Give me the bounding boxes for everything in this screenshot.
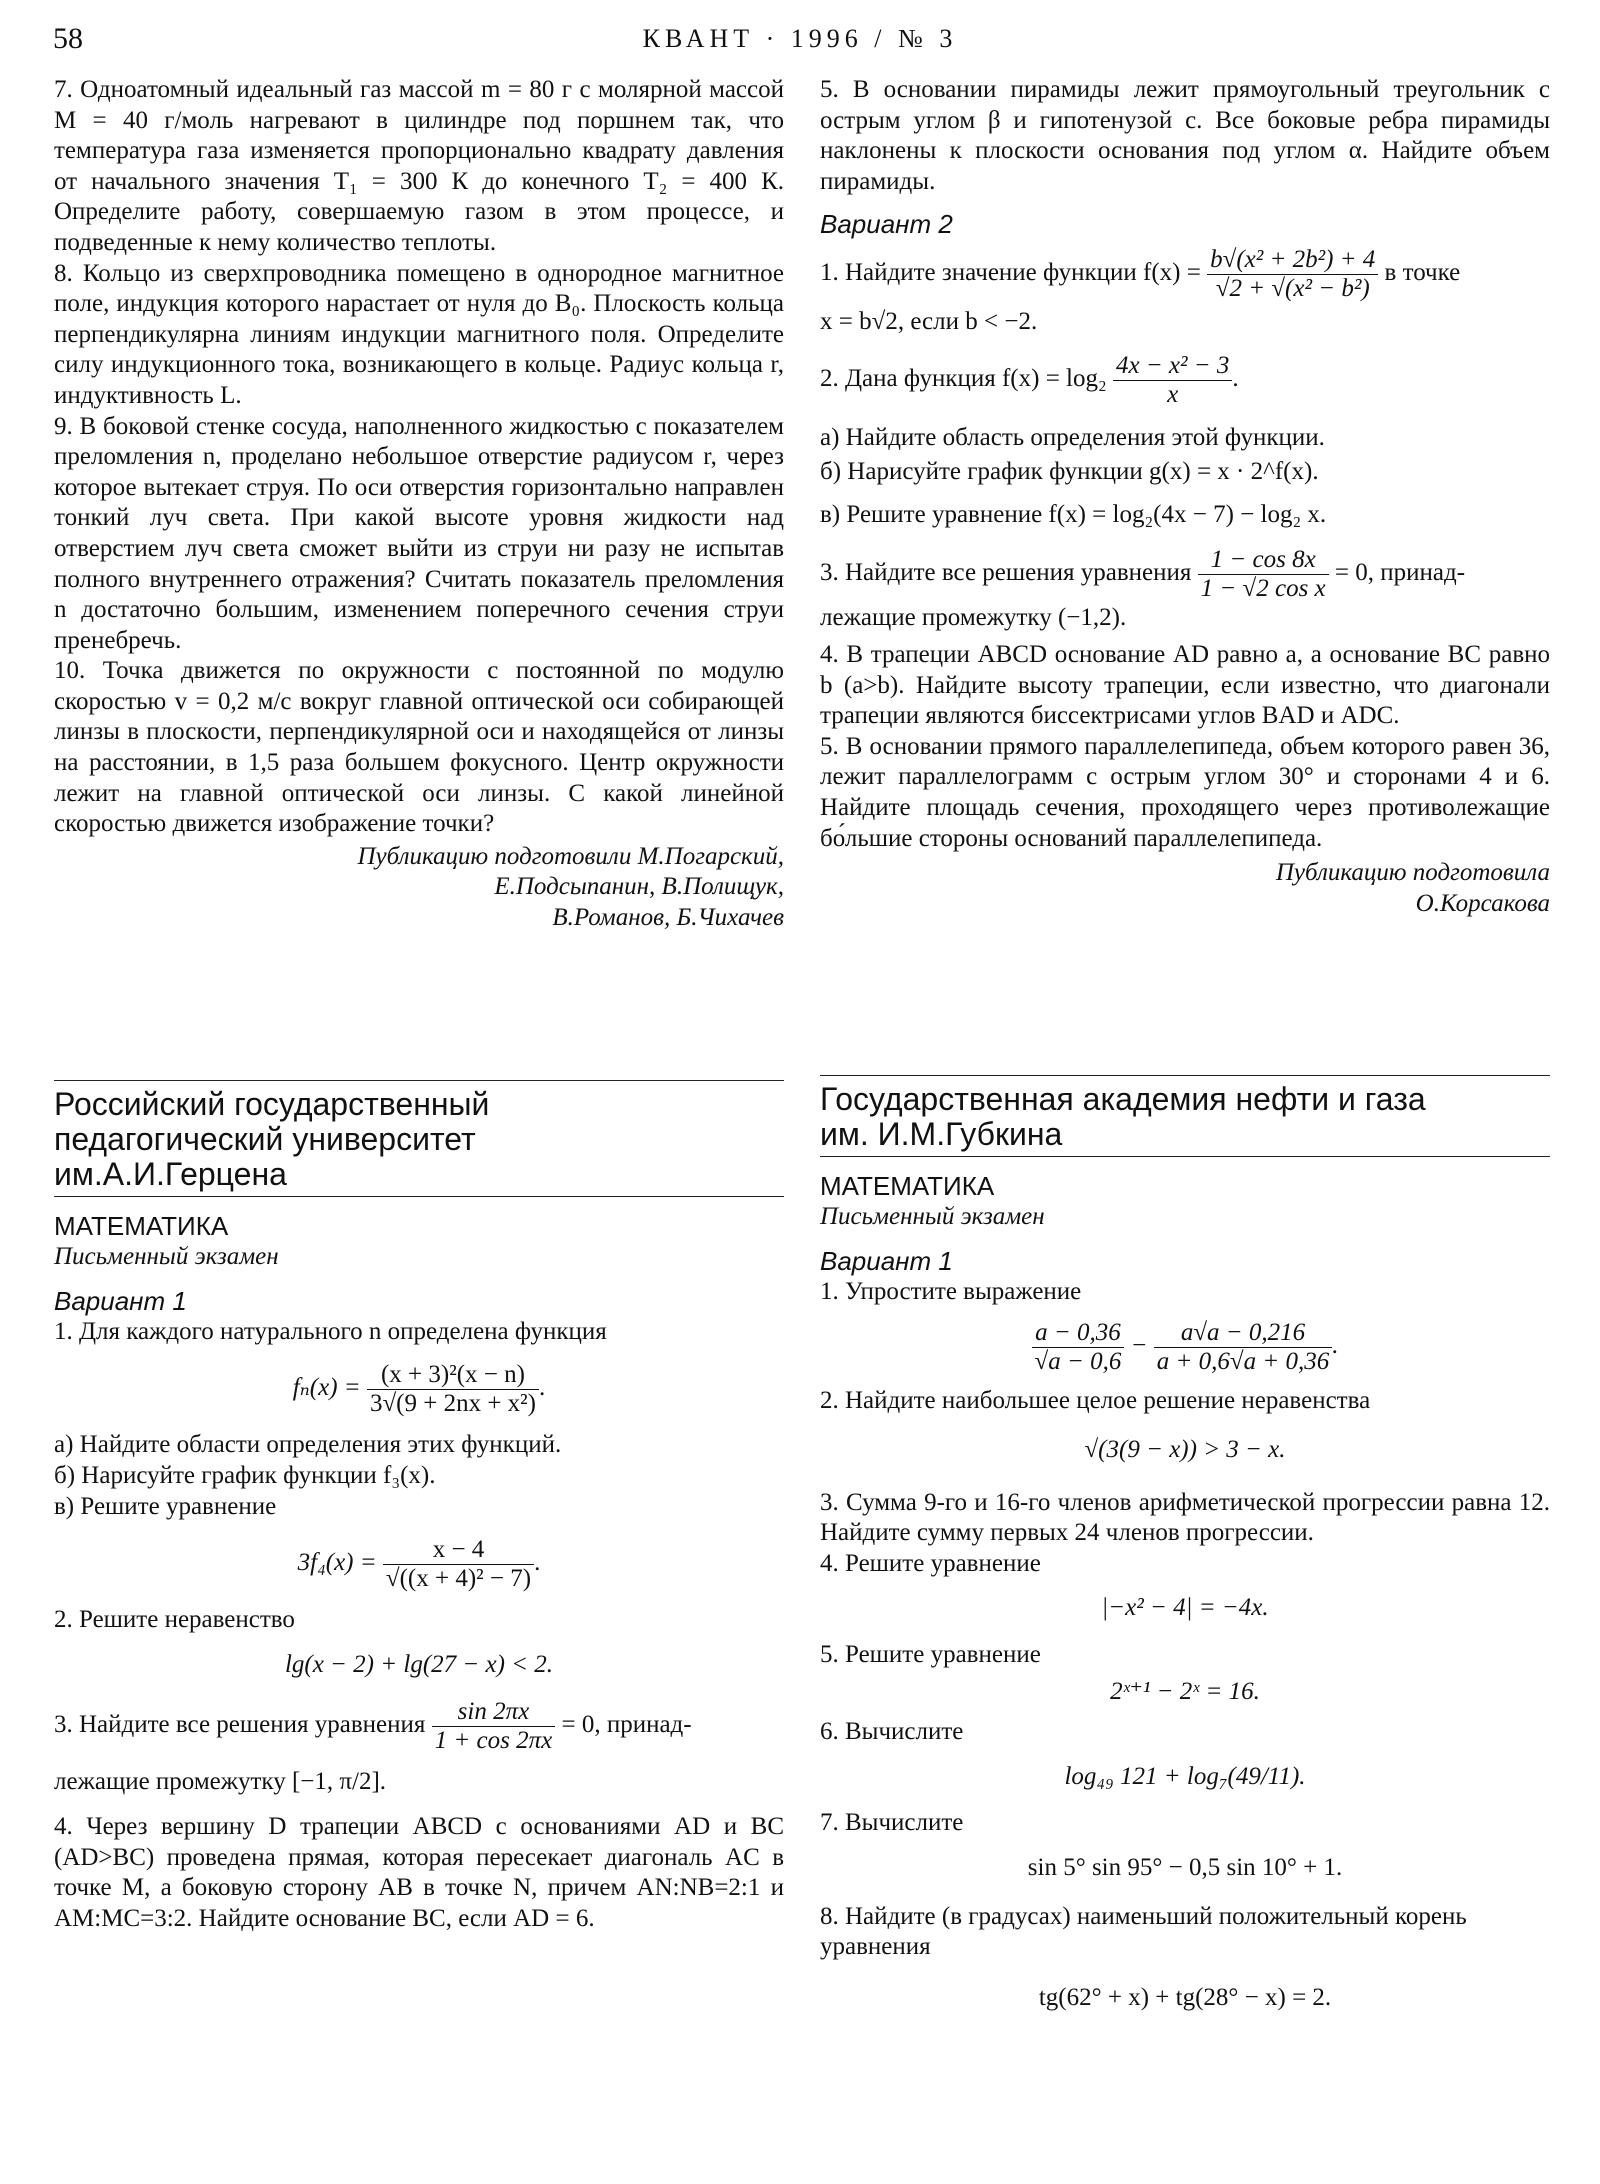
problem-10: 10. Точка движется по окружности с постоянной по модулю скоростью v = 0,2 м/с вокруг главной оптической оси собирающей линзы в плоскости, перпендикулярной оси и находящейся от линзы на расстоянии, в 1,5 раза большем фокусного. Центр окружности лежит на главной оптической оси линзы. С какой линейной скоростью движется изображение точки? (54, 657, 784, 838)
problem-1-a: а) Найдите области определения этих функций. (54, 1431, 562, 1459)
variant-title: Вариант 1 (820, 1246, 953, 1277)
credit-left (54, 842, 784, 934)
fraction (367, 1361, 539, 1418)
g-problem-5-intro: 5. Решите уравнение (820, 1640, 1041, 1668)
right-exam (820, 1075, 1550, 2023)
right-column (820, 75, 1550, 919)
institution-line: им.А.И.Герцена (54, 1156, 287, 1192)
numerator: 4x − x² − 3 (1115, 351, 1230, 379)
fraction (1154, 1319, 1332, 1376)
institution-line: педагогический университет (54, 1121, 476, 1157)
formula-lhs: 3f₄(x) = (297, 1549, 377, 1577)
fraction (1207, 246, 1378, 303)
formula-f-n: fₙ(x) = $\frac{\text{(x + 3)²(x − n)}}{\text{3√(9 + 2nx + x²)}}$ . (292, 1361, 546, 1418)
problem-3-line2: лежащие промежутку [−1, π/2]. (54, 1768, 387, 1796)
formula-inequality: √(3(9 − x)) > 3 − x. (1084, 1435, 1286, 1463)
v2-problem-1-line1 (820, 246, 1550, 303)
formula-lhs: fₙ(x) = (292, 1374, 361, 1402)
credit-line: В.Романов, Б.Чихачев (552, 904, 784, 932)
fraction (1113, 352, 1232, 409)
formula-lg: lg(x − 2) + lg(27 − x) < 2. (284, 1650, 554, 1678)
v2-problem-3-line1 (820, 546, 1550, 603)
fraction (1032, 1319, 1125, 1376)
v2-problem-3-line2: лежащие промежутку (−1,2). (820, 604, 1127, 632)
formula-tg: tg(62° + x) + tg(28° − x) = 2. (1038, 1983, 1332, 2011)
problem-9: 9. В боковой стенке сосуда, наполненного жидкостью с показателем преломления n, проделано небольшое отверстие радиусом r, через которое вытекает струя. По оси отверстия горизонтально направлен тонкий луч света. При какой высоте уровня жидкости над отверстием луч света сможет выйти из струи ни разу не испытав полного внутреннего отражения? Считать показатель преломления n достаточно большим, изменением поперечного сечения струи пренебречь. (54, 412, 784, 654)
v2-problem-4: 4. В трапеции ABCD основание AD равно a, а основание BC равно b (a>b). Найдите высоту трапеции, если известно, что диагонали трапеции являются биссектрисами углов BAD и ADC. (820, 640, 1550, 730)
numerator: 1 − cos 8x (1210, 546, 1316, 574)
formula-log: log₄₉ 121 + log₇(49/11). (1064, 1762, 1306, 1790)
fraction (432, 1698, 556, 1755)
denominator: x (1113, 380, 1232, 409)
v2-problem-2-a: а) Найдите область определения этой функции. (820, 423, 1325, 451)
g-problem-2-intro: 2. Найдите наибольшее целое решение неравенства (820, 1387, 1371, 1415)
problem-4: 4. Через вершину D трапеции ABCD с основаниями AD и BC (AD>BC) проведена прямая, которая пересекает диагональ AC в точке M, а боковую сторону AB в точке N, причем AN:NB=2:1 и AM:MC=3:2. Найдите основание BC, если AD = 6. (54, 1812, 784, 1932)
problem-3-line1 (54, 1698, 784, 1755)
formula-exp: 2ˣ⁺¹ − 2ˣ = 16. (1110, 1677, 1260, 1705)
problem-3-intro: 3. Найдите все решения уравнения (54, 1711, 426, 1739)
denominator: √a − 0,6 (1032, 1347, 1125, 1376)
credit-line: Публикацию подготовили М.Погарский, (357, 842, 784, 870)
numerator: (x + 3)²(x − n) (380, 1361, 525, 1389)
institution-line: им. И.М.Губкина (820, 1116, 1063, 1152)
denominator: 1 − √2 cos x (1198, 574, 1329, 603)
formula-sin: sin 5° sin 95° − 0,5 sin 10° + 1. (1027, 1853, 1343, 1881)
left-exam (54, 1080, 784, 1934)
g-problem-3: 3. Сумма 9-го и 16-го членов арифметической прогрессии равна 12. Найдите сумму первых 24 членов прогрессии. (820, 1488, 1550, 1547)
v2-problem-5: 5. В основании прямого параллелепипеда, объем которого равен 36, лежит параллелограмм с острым углом 30° и сторонами 4 и 6. Найдите площадь сечения, проходящего через противолежащие бо́льшие стороны оснований параллелепипеда. (820, 732, 1550, 852)
fraction (1198, 546, 1329, 603)
institution-line: Российский государственный (54, 1086, 490, 1122)
variant-2-title: Вариант 2 (820, 209, 953, 240)
v2-problem-1-tail: в точке (1384, 259, 1461, 287)
credit-line: О.Корсакова (1415, 889, 1550, 917)
problem-2-intro: 2. Решите неравенство (54, 1606, 295, 1634)
credit-line: Е.Подсыпанин, В.Полищук, (494, 873, 784, 901)
left-column (54, 75, 784, 934)
subject-title: МАТЕМАТИКА (820, 1171, 995, 1201)
problem-3-tail: = 0, принад- (561, 1711, 692, 1739)
numerator: a√a − 0,216 (1180, 1319, 1306, 1347)
institution-heading (820, 1075, 1550, 1157)
v2-problem-2-c: в) Решите уравнение f(x) = log₂(4x − 7) − log₂ x. (820, 500, 1327, 528)
credit-right (820, 858, 1550, 919)
variant-title: Вариант 1 (54, 1286, 187, 1317)
denominator: 1 + cos 2πx (432, 1726, 556, 1755)
g-problem-4-intro: 4. Решите уравнение (820, 1549, 1041, 1577)
g-problem-1-intro: 1. Упростите выражение (820, 1277, 1082, 1305)
v2-problem-3-intro: 3. Найдите все решения уравнения (820, 559, 1192, 587)
denominator: √((x + 4)² − 7) (383, 1564, 534, 1593)
exam-type: Письменный экзамен (54, 1242, 279, 1270)
problem-1-intro: 1. Для каждого натурального n определена функция (54, 1317, 607, 1345)
v2-problem-1-line2: x = b√2, если b < −2. (820, 307, 1038, 335)
problem-8: 8. Кольцо из сверхпроводника помещено в однородное магнитное поле, индукция которого нарастает от нуля до B₀. Плоскость кольца перпендикулярна линиям индукции магнитного поля. Определите силу индукционного тока, возникающего в кольце. Радиус кольца r, индуктивность L. (54, 259, 784, 409)
numerator: x − 4 (432, 1536, 485, 1564)
credit-line: Публикацию подготовила (1275, 859, 1550, 887)
v2-problem-1-intro: 1. Найдите значение функции f(x) = (820, 259, 1201, 287)
v2-problem-2-line: 2. Дана функция f(x) = log₂ $\frac{\text{4x − x² − 3}}{x}$ . (820, 351, 1239, 408)
problem-1-b: б) Нарисуйте график функции f₃(x). (54, 1461, 436, 1489)
numerator: sin 2πx (457, 1698, 530, 1726)
g-problem-7-intro: 7. Вычислите (820, 1809, 964, 1837)
problem-5-pyramid: 5. В основании пирамиды лежит прямоугольный треугольник с острым углом β и гипотенузой c. Все боковые ребра пирамиды наклонены к плоскости основания под углом α. Найдите объем пирамиды. (820, 76, 1550, 195)
v2-problem-2-b: б) Нарисуйте график функции g(x) = x · 2^f(x). (820, 458, 1319, 486)
g-problem-6-intro: 6. Вычислите (820, 1718, 964, 1746)
numerator: a − 0,36 (1035, 1319, 1121, 1347)
numerator: b√(x² + 2b²) + 4 (1210, 245, 1376, 273)
fraction (383, 1536, 534, 1593)
denominator: √2 + √(x² − b²) (1207, 274, 1378, 303)
subject-title: МАТЕМАТИКА (54, 1211, 229, 1241)
exam-type: Письменный экзамен (820, 1202, 1045, 1230)
g-problem-8-intro: 8. Найдите (в градусах) наименьший положительный корень уравнения (820, 1902, 1467, 1961)
v2-problem-2-intro: 2. Дана функция f(x) = log₂ (820, 364, 1107, 392)
journal-header: КВАНТ · 1996 / № 3 (642, 24, 958, 53)
formula-f4: 3f₄(x) = $\frac{x - 4}{\text{√((x + 4)² − 7)}}$ . (297, 1536, 541, 1593)
page-number: 58 (53, 22, 83, 55)
formula-simplify: $\frac{a - 0,36}{√a - 0,6}$ − $\frac{a√a - 0,216}{a + 0,6√a + 0,36}$ . (820, 1319, 1550, 1376)
institution-line: Государственная академия нефти и газа (820, 1081, 1426, 1117)
v2-problem-3-tail: = 0, принад- (1334, 559, 1466, 587)
denominator: 3√(9 + 2nx + x²) (367, 1389, 539, 1418)
problem-7: 7. Одноатомный идеальный газ массой m = 80 г с молярной массой M = 40 г/моль нагревают в цилиндре под поршнем так, что температура газа изменяется пропорционально квадрату давления от начального значения T₁ = 300 К до конечного T₂ = 400 К. Определите работу, совершаемую газом в этом процессе, и подведенные к нему количество теплоты. (54, 76, 784, 256)
denominator: a + 0,6√a + 0,36 (1154, 1347, 1332, 1376)
formula-abs: |−x² − 4| = −4x. (1101, 1594, 1269, 1622)
institution-heading (54, 1080, 784, 1197)
problem-1-c: в) Решите уравнение (54, 1492, 277, 1520)
